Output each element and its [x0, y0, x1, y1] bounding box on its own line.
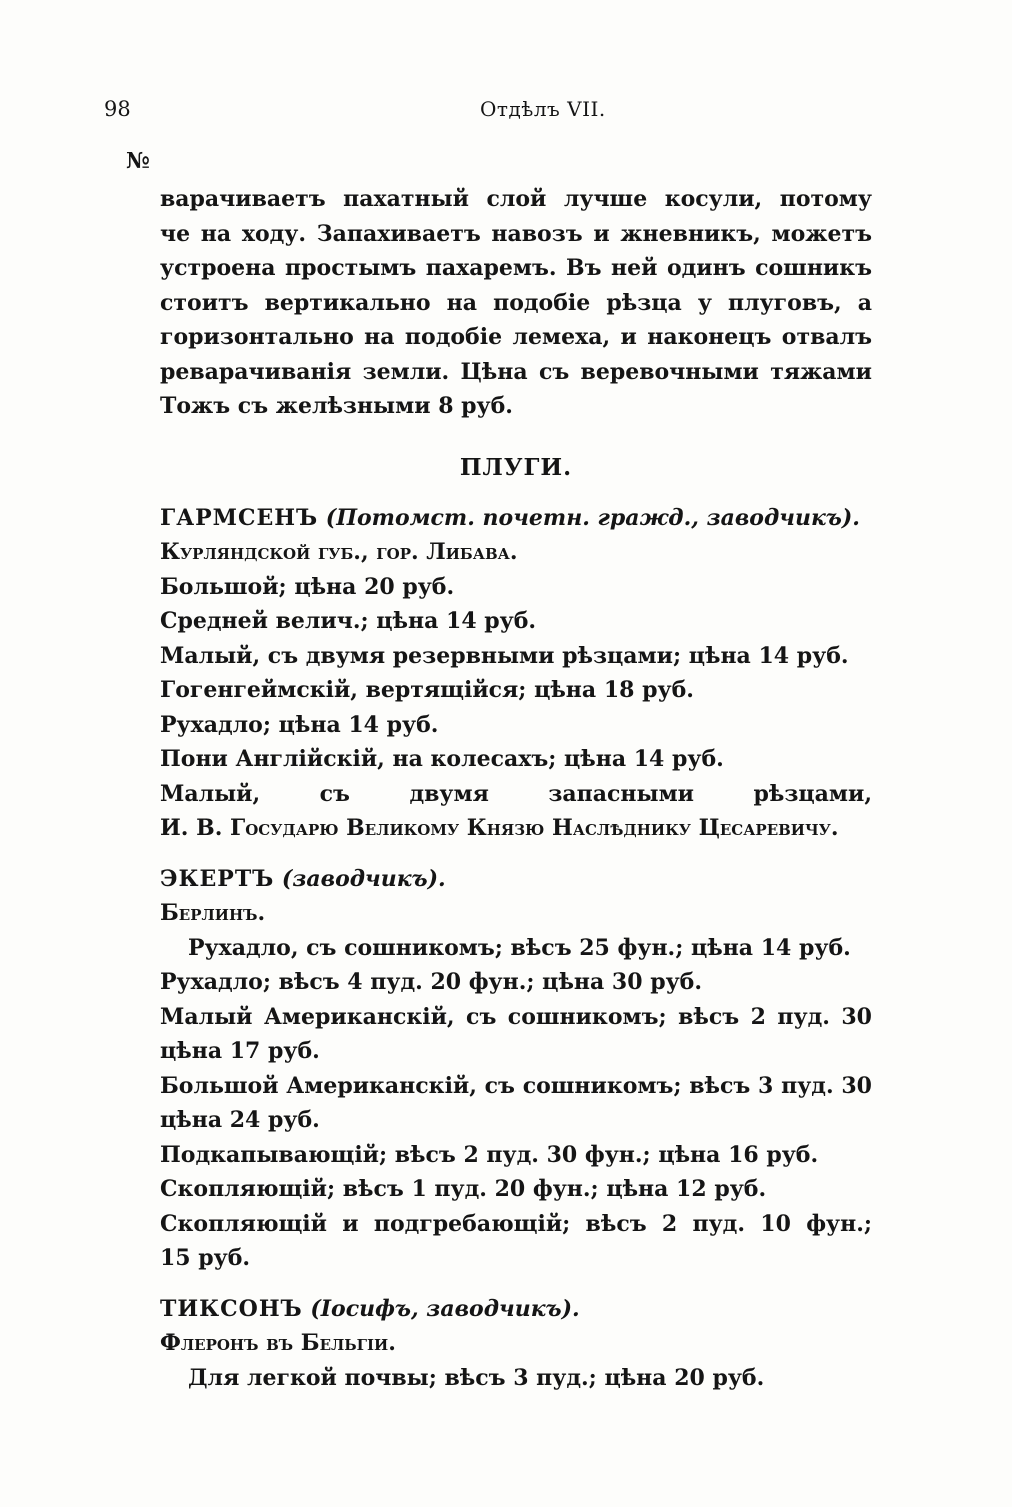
list-item: цѣна 17 руб.	[160, 1038, 320, 1064]
list-item: цѣна 24 руб.	[160, 1107, 320, 1133]
maker-name: ГАРМСЕНЪ	[160, 504, 319, 531]
list-item: Малый Американскій, съ сошникомъ; вѣсъ 2 пуд. 30	[160, 1003, 872, 1030]
list-item: Подкапывающій; вѣсъ 2 пуд. 30 фун.; цѣна 16 руб.	[160, 1141, 819, 1168]
running-title: Отдѣлъ VII.	[480, 97, 606, 121]
text-line: че на ходу. Запахиваетъ навозъ и жневникъ, можетъ	[160, 220, 872, 247]
list-item: Пони Англійскій, на колесахъ; цѣна 14 руб.	[160, 746, 724, 772]
list-item: Большой Американскій, съ сошникомъ; вѣсъ 3 пуд. 30	[160, 1072, 872, 1099]
maker-heading	[160, 501, 872, 536]
list-item: 15 руб.	[160, 1245, 251, 1271]
page-body	[160, 182, 872, 1395]
maker-note: (Іосифъ, заводчикъ).	[310, 1295, 580, 1322]
text-line: Тожъ съ желѣзными 8 руб.	[160, 393, 513, 419]
maker-location: Курляндской губ., гор. Либава.	[160, 539, 518, 565]
maker-heading	[160, 862, 872, 897]
maker-location: Флеронъ въ Бельгіи.	[160, 1330, 396, 1356]
list-item: Рухадло; вѣсъ 4 пуд. 20 фун.; цѣна 30 руб.	[160, 969, 702, 995]
text-line: реварачиванія земли. Цѣна съ веревочными тяжами	[160, 358, 872, 385]
list-item: Рухадло, съ сошникомъ; вѣсъ 25 фун.; цѣна 14 руб.	[188, 934, 851, 961]
section-title: ПЛУГИ.	[459, 453, 573, 481]
list-item: Большой; цѣна 20 руб.	[160, 573, 455, 600]
list-item: Малый, съ двумя резервными рѣзцами; цѣна 14 руб.	[160, 642, 849, 669]
maker-name: ЭКЕРТЪ	[160, 865, 275, 892]
list-item: Малый, съ двумя запасными рѣзцами,	[160, 780, 872, 807]
list-item: Для легкой почвы; вѣсъ 3 пуд.; цѣна 20 руб.	[188, 1364, 765, 1391]
list-item: И. В. Государю Великому Князю Наслѣднику Цесаревичу.	[160, 815, 839, 841]
list-item: Гогенгеймскій, вертящійся; цѣна 18 руб.	[160, 677, 694, 703]
text-line: варачиваетъ пахатный слой лучше косули, потому	[160, 186, 872, 212]
text-line: стоитъ вертикально на подобіе рѣзца у плуговъ, а	[160, 289, 872, 316]
text-line: горизонтально на подобіе лемеха, и наконецъ отвалъ	[160, 324, 872, 350]
list-item: Рухадло; цѣна 14 руб.	[160, 711, 439, 738]
maker-location: Берлинъ.	[160, 900, 266, 926]
maker-note: (Потомст. почетн. гражд., заводчикъ).	[325, 504, 860, 531]
page-number: 98	[104, 97, 131, 121]
number-sign: №	[126, 148, 150, 174]
text-line: устроена простымъ пахаремъ. Въ ней одинъ сошникъ	[160, 255, 872, 281]
list-item: Скопляющій и подгребающій; вѣсъ 2 пуд. 10 фун.;	[160, 1210, 872, 1237]
maker-name: ТИКСОНЪ	[160, 1295, 303, 1322]
list-item: Средней велич.; цѣна 14 руб.	[160, 608, 537, 634]
maker-heading	[160, 1292, 872, 1327]
list-item: Скопляющій; вѣсъ 1 пуд. 20 фун.; цѣна 12 руб.	[160, 1176, 767, 1202]
maker-note: (заводчикъ).	[281, 865, 446, 892]
